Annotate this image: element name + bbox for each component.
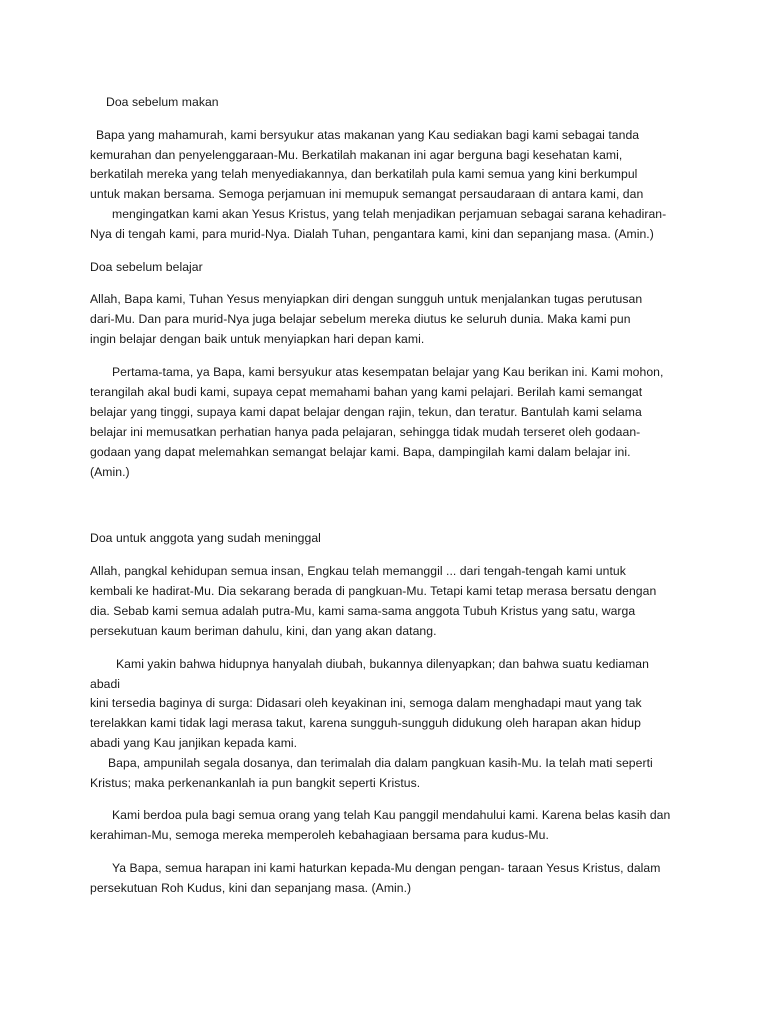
paragraph-line: Bapa, ampunilah segala dosanya, dan terimalah dia dalam pangkuan kasih-Mu. Ia telah mati seperti xyxy=(108,756,653,770)
paragraph-line: Kristus; maka perkenankanlah ia pun bangkit seperti Kristus. xyxy=(90,776,421,790)
paragraph-line: kini tersedia baginya di surga: Didasari oleh keyakinan ini, semoga dalam menghadapi maut yang tak xyxy=(90,696,642,710)
paragraph-line: belajar ini memusatkan perhatian hanya pada pelajaran, sehingga tidak mudah terseret oleh godaan- xyxy=(90,425,641,439)
paragraph-line: untuk makan bersama. Semoga perjamuan ini memupuk semangat persaudaraan di antara kami, dan xyxy=(90,187,644,201)
heading-doa-sebelum-makan: Doa sebelum makan xyxy=(106,95,219,109)
paragraph-line: Bapa yang mahamurah, kami bersyukur atas makanan yang Kau sediakan bagi kami sebagai tanda xyxy=(96,128,640,142)
paragraph-line: terangilah akal budi kami, supaya cepat memahami bahan yang kami pelajari. Berilah kami semangat xyxy=(90,385,643,399)
paragraph-line: berkatilah mereka yang telah menyediakannya, dan berkatilah pula kami semua yang kini berkumpul xyxy=(90,167,638,181)
paragraph-line: godaan yang dapat melemahkan semangat belajar kami. Bapa, dampingilah kami dalam belajar ini. xyxy=(90,445,631,459)
paragraph-line: Nya di tengah kami, para murid-Nya. Dialah Tuhan, pengantara kami, kini dan sepanjang masa. (Amin.) xyxy=(90,227,654,241)
paragraph-line: kembali ke hadirat-Mu. Dia sekarang berada di pangkuan-Mu. Tetapi kami tetap merasa bersatu dengan xyxy=(90,584,657,598)
paragraph-line: Ya Bapa, semua harapan ini kami haturkan kepada-Mu dengan pengan- taraan Yesus Kristus, dalam xyxy=(112,861,661,875)
paragraph-line: ingin belajar dengan baik untuk menyiapkan hari depan kami. xyxy=(90,332,425,346)
paragraph-line: kerahiman-Mu, semoga mereka memperoleh kebahagiaan bersama para kudus-Mu. xyxy=(90,828,549,842)
paragraph-line: persekutuan kaum beriman dahulu, kini, dan yang akan datang. xyxy=(90,624,437,638)
paragraph-line: (Amin.) xyxy=(90,465,130,479)
paragraph-line: mengingatkan kami akan Yesus Kristus, yang telah menjadikan perjamuan sebagai sarana kehadiran- xyxy=(112,207,667,221)
heading-doa-untuk-anggota-yang-sudah-meninggal: Doa untuk anggota yang sudah meninggal xyxy=(90,531,321,545)
paragraph-line: dari-Mu. Dan para murid-Nya juga belajar sebelum mereka diutus ke seluruh dunia. Maka kami pun xyxy=(90,312,631,326)
paragraph-line: belajar yang tinggi, supaya kami dapat belajar dengan rajin, tekun, dan teratur. Bantulah kami selama xyxy=(90,405,642,419)
paragraph-line: persekutuan Roh Kudus, kini dan sepanjang masa. (Amin.) xyxy=(90,881,412,895)
paragraph-line: abadi yang Kau janjikan kepada kami. xyxy=(90,736,298,750)
paragraph-line: Allah, pangkal kehidupan semua insan, Engkau telah memanggil ... dari tengah-tengah kami untuk xyxy=(90,564,626,578)
paragraph-line: Kami yakin bahwa hidupnya hanyalah diubah, bukannya dilenyapkan; dan bahwa suatu kediaman xyxy=(116,657,649,671)
paragraph-line: terelakkan kami tidak lagi merasa takut, karena sungguh-sungguh didukung oleh harapan akan hidup xyxy=(90,716,641,730)
paragraph-line: Kami berdoa pula bagi semua orang yang telah Kau panggil mendahului kami. Karena belas kasih dan xyxy=(112,808,671,822)
heading-doa-sebelum-belajar: Doa sebelum belajar xyxy=(90,260,203,274)
paragraph-line: Allah, Bapa kami, Tuhan Yesus menyiapkan diri dengan sungguh untuk menjalankan tugas perutusan xyxy=(90,292,643,306)
paragraph-line: kemurahan dan penyelenggaraan-Mu. Berkatilah makanan ini agar berguna bagi kesehatan kami, xyxy=(90,148,623,162)
paragraph-line: abadi xyxy=(90,677,121,691)
paragraph-line: dia. Sebab kami semua adalah putra-Mu, kami sama-sama anggota Tubuh Kristus yang satu, warga xyxy=(90,604,636,618)
paragraph-line: Pertama-tama, ya Bapa, kami bersyukur atas kesempatan belajar yang Kau berikan ini. Kami mohon, xyxy=(112,365,664,379)
